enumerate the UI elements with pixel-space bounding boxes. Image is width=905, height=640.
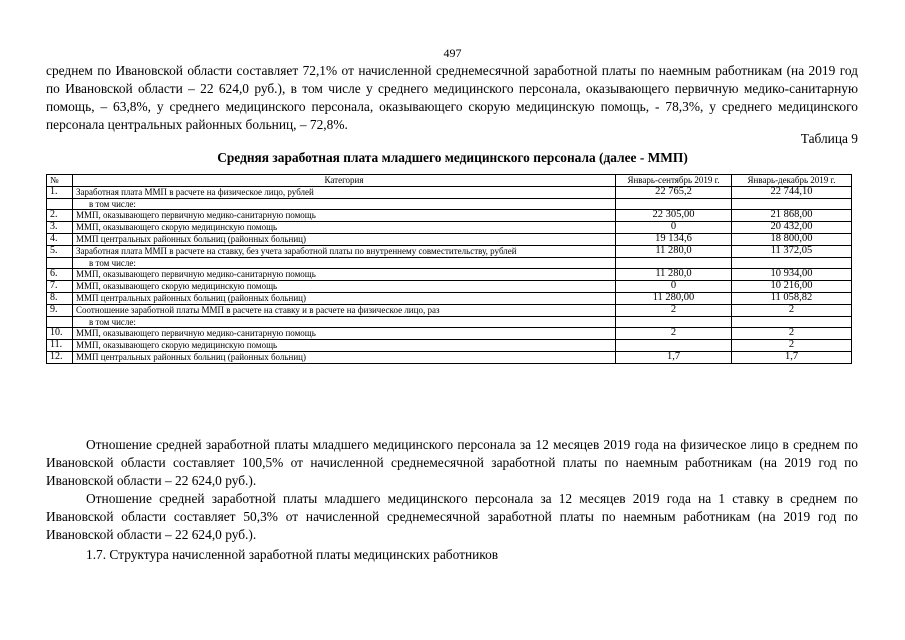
bottom-paragraph-1: Отношение средней заработной платы младшего медицинского персонала за 12 месяцев 2019 года на физическое лицо в среднем по Ивановской области составляет 100,5% от начисленной среднемесячной заработной платы по наемным работникам (на 2019 год по Ивановской области – 22 624,0 руб.). (46, 437, 858, 488)
row-value-jan-dec (732, 257, 852, 269)
row-value-jan-dec: 11 372,05 (732, 245, 852, 257)
table-row (47, 186, 852, 198)
row-value-jan-sep (616, 257, 732, 269)
table-row (47, 328, 852, 340)
row-category: Заработная плата ММП в расчете на физическое лицо, рублей (73, 186, 616, 198)
table-row (47, 340, 852, 352)
row-value-jan-dec: 2 (732, 328, 852, 340)
row-category: в том числе: (73, 257, 616, 269)
row-value-jan-sep: 22 305,00 (616, 210, 732, 222)
table-row (47, 351, 852, 363)
table-row (47, 198, 852, 210)
row-number: 7. (47, 281, 73, 293)
header-jan-dec: Январь-декабрь 2019 г. (732, 175, 852, 187)
table-header-row (47, 175, 852, 187)
row-category: в том числе: (73, 316, 616, 328)
section-heading: 1.7. Структура начисленной заработной платы медицинских работников (86, 547, 499, 562)
row-category: ММП центральных районных больниц (районных больниц) (73, 292, 616, 304)
row-category: в том числе: (73, 198, 616, 210)
row-category: ММП, оказывающего скорую медицинскую помощь (73, 222, 616, 234)
row-category: ММП, оказывающего первичную медико-санитарную помощь (73, 269, 616, 281)
row-number (47, 257, 73, 269)
table-row (47, 257, 852, 269)
header-num: № (47, 175, 73, 187)
row-value-jan-sep: 2 (616, 304, 732, 316)
row-value-jan-dec: 2 (732, 340, 852, 352)
row-number: 12. (47, 351, 73, 363)
table-row (47, 210, 852, 222)
bottom-paragraph-2: Отношение средней заработной платы младшего медицинского персонала за 12 месяцев 2019 года на 1 ставку в среднем по Ивановской области составляет 50,3% от начисленной среднемесячной заработной платы по наемным работникам (на 2019 год по Ивановской области – 22 624,0 руб.). (46, 491, 858, 542)
table-row (47, 269, 852, 281)
row-number: 1. (47, 186, 73, 198)
row-category: Заработная плата ММП в расчете на ставку, без учета заработной платы по внутреннему совместительству, рублей (73, 245, 616, 257)
row-category: ММП, оказывающего первичную медико-санитарную помощь (73, 328, 616, 340)
row-number (47, 198, 73, 210)
table-row (47, 233, 852, 245)
row-number: 3. (47, 222, 73, 234)
table-title: Средняя заработная плата младшего медицинского персонала (далее - ММП) (217, 150, 688, 165)
page-number: 497 (443, 46, 462, 60)
row-value-jan-dec: 2 (732, 304, 852, 316)
row-value-jan-dec: 10 934,00 (732, 269, 852, 281)
row-value-jan-sep: 11 280,0 (616, 269, 732, 281)
header-jan-sep: Январь-сентябрь 2019 г. (616, 175, 732, 187)
header-category: Категория (73, 175, 616, 187)
row-value-jan-dec: 22 744,10 (732, 186, 852, 198)
row-category: ММП, оказывающего скорую медицинскую помощь (73, 281, 616, 293)
row-category: Соотношение заработной платы ММП в расчете на ставку и в расчете на физическое лицо, раз (73, 304, 616, 316)
row-value-jan-sep: 0 (616, 222, 732, 234)
row-number: 5. (47, 245, 73, 257)
table-row (47, 292, 852, 304)
row-category: ММП центральных районных больниц (районных больниц) (73, 233, 616, 245)
row-value-jan-sep (616, 316, 732, 328)
row-number: 11. (47, 340, 73, 352)
salary-table (46, 174, 852, 364)
row-value-jan-sep: 0 (616, 281, 732, 293)
row-number (47, 316, 73, 328)
row-number: 9. (47, 304, 73, 316)
table-label: Таблица 9 (800, 131, 858, 146)
row-value-jan-sep: 11 280,00 (616, 292, 732, 304)
row-value-jan-sep: 11 280,0 (616, 245, 732, 257)
row-value-jan-dec: 1,7 (732, 351, 852, 363)
table-row (47, 222, 852, 234)
table-body (47, 186, 852, 363)
row-value-jan-sep (616, 340, 732, 352)
row-value-jan-sep: 19 134,6 (616, 233, 732, 245)
row-value-jan-dec: 10 216,00 (732, 281, 852, 293)
row-number: 4. (47, 233, 73, 245)
row-value-jan-dec: 21 868,00 (732, 210, 852, 222)
row-value-jan-dec (732, 198, 852, 210)
row-value-jan-dec: 20 432,00 (732, 222, 852, 234)
table-row (47, 281, 852, 293)
row-value-jan-dec: 11 058,82 (732, 292, 852, 304)
row-category: ММП, оказывающего первичную медико-санитарную помощь (73, 210, 616, 222)
table-row (47, 245, 852, 257)
row-value-jan-sep: 2 (616, 328, 732, 340)
table-row (47, 316, 852, 328)
row-value-jan-sep: 1,7 (616, 351, 732, 363)
top-paragraph: среднем по Ивановской области составляет 72,1% от начисленной среднемесячной заработной платы по наемным работникам (на 2019 год по Ивановской области – 22 624,0 руб.), в том числе у среднего медицинского персонала, оказывающего первичную медико-санитарную помощь, – 63,8%, у среднего медицинского персонала, оказывающего скорую медицинскую помощь, - 78,3%, у среднего медицинского персонала центральных районных больниц, – 72,8%. (46, 63, 858, 132)
row-value-jan-sep (616, 198, 732, 210)
row-number: 10. (47, 328, 73, 340)
row-value-jan-dec: 18 800,00 (732, 233, 852, 245)
table-row (47, 304, 852, 316)
row-number: 2. (47, 210, 73, 222)
row-number: 8. (47, 292, 73, 304)
row-value-jan-dec (732, 316, 852, 328)
row-value-jan-sep: 22 765,2 (616, 186, 732, 198)
row-category: ММП центральных районных больниц (районных больниц) (73, 351, 616, 363)
row-number: 6. (47, 269, 73, 281)
row-category: ММП, оказывающего скорую медицинскую помощь (73, 340, 616, 352)
